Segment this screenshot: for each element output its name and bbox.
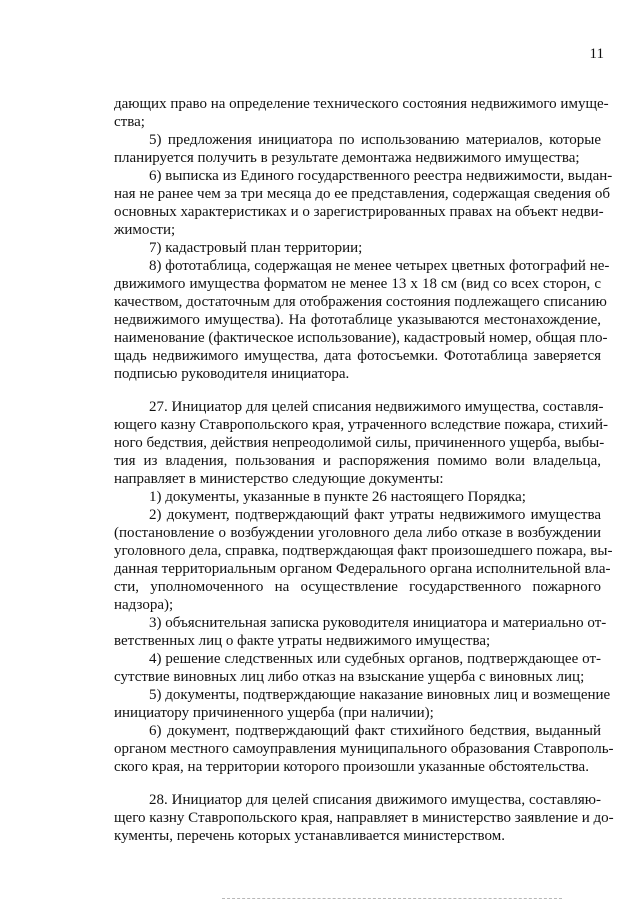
- page-number: 11: [589, 46, 604, 62]
- text-line: сти, уполномоченного на осуществление государственного пожарного: [114, 579, 601, 595]
- text-line: ная не ранее чем за три месяца до ее представления, содержащая сведения об: [114, 186, 611, 202]
- text-line: 1) документы, указанные в пункте 26 настоящего Порядка;: [149, 489, 526, 505]
- text-line: 4) решение следственных или судебных органов, подтверждающее от-: [149, 651, 601, 667]
- text-line: основных характеристиках и о зарегистрированных правах на объект недви-: [114, 204, 604, 220]
- text-line: жимости;: [114, 222, 176, 238]
- text-line: недвижимого имущества). На фототаблице указываются местонахождение,: [114, 312, 601, 328]
- footer-divider: [222, 898, 562, 899]
- text-line: ветственных лиц о факте утраты недвижимого имущества;: [114, 633, 491, 649]
- text-line: надзора);: [114, 597, 174, 613]
- text-line: 6) выписка из Единого государственного реестра недвижимости, выдан-: [149, 168, 613, 184]
- text-line: ного бедствия, действия непреодолимой силы, причиненного ущерба, выбы-: [114, 435, 605, 451]
- text-line: 7) кадастровый план территории;: [149, 240, 363, 256]
- text-line: подписью руководителя инициатора.: [114, 366, 350, 382]
- text-line: 3) объяснительная записка руководителя инициатора и материально от-: [149, 615, 607, 631]
- text-line: (постановление о возбуждении уголовного дела либо отказе в возбуждении: [114, 525, 601, 541]
- text-line: движимого имущества форматом не менее 13 х 18 см (вид со всех сторон, с: [114, 276, 601, 292]
- text-line: ющего казну Ставропольского края, утраченного вследствие пожара, стихий-: [114, 417, 609, 433]
- text-line: тия из владения, пользования и распоряжения помимо воли владельца,: [114, 453, 601, 469]
- text-line: планируется получить в результате демонтажа недвижимого имущества;: [114, 150, 580, 166]
- text-line: щего казну Ставропольского края, направляет в министерство заявление и до-: [114, 810, 614, 826]
- text-line: качеством, достаточным для отображения состояния подлежащего списанию: [114, 294, 607, 310]
- text-line: кументы, перечень которых устанавливается министерством.: [114, 828, 505, 844]
- text-line: ского края, на территории которого произошли указанные обстоятельства.: [114, 759, 589, 775]
- text-line: 8) фототаблица, содержащая не менее четырех цветных фотографий не-: [149, 258, 610, 274]
- text-line: 28. Инициатор для целей списания движимого имущества, составляю-: [149, 792, 601, 808]
- text-line: сутствие виновных лиц либо отказ на взыскание ущерба с виновных лиц;: [114, 669, 585, 685]
- text-line: наименование (фактическое использование), кадастровый номер, общая пло-: [114, 330, 608, 346]
- text-line: инициатору причиненного ущерба (при наличии);: [114, 705, 434, 721]
- text-line: уголовного дела, справка, подтверждающая факт произошедшего пожара, вы-: [114, 543, 613, 559]
- text-line: щадь недвижимого имущества, дата фотосъемки. Фототаблица заверяется: [114, 348, 601, 364]
- text-line: 6) документ, подтверждающий факт стихийного бедствия, выданный: [149, 723, 601, 739]
- text-line: направляет в министерство следующие документы:: [114, 471, 444, 487]
- text-line: 5) документы, подтверждающие наказание виновных лиц и возмещение: [149, 687, 611, 703]
- text-line: 2) документ, подтверждающий факт утраты недвижимого имущества: [149, 507, 601, 523]
- text-line: 27. Инициатор для целей списания недвижимого имущества, составля-: [149, 399, 604, 415]
- text-line: органом местного самоуправления муниципального образования Ставрополь-: [114, 741, 614, 757]
- text-line: 5) предложения инициатора по использованию материалов, которые: [149, 132, 601, 148]
- text-line: ства;: [114, 114, 145, 130]
- text-line: дающих право на определение технического состояния недвижимого имуще-: [114, 96, 609, 112]
- text-line: данная территориальным органом Федерального органа исполнительной вла-: [114, 561, 611, 577]
